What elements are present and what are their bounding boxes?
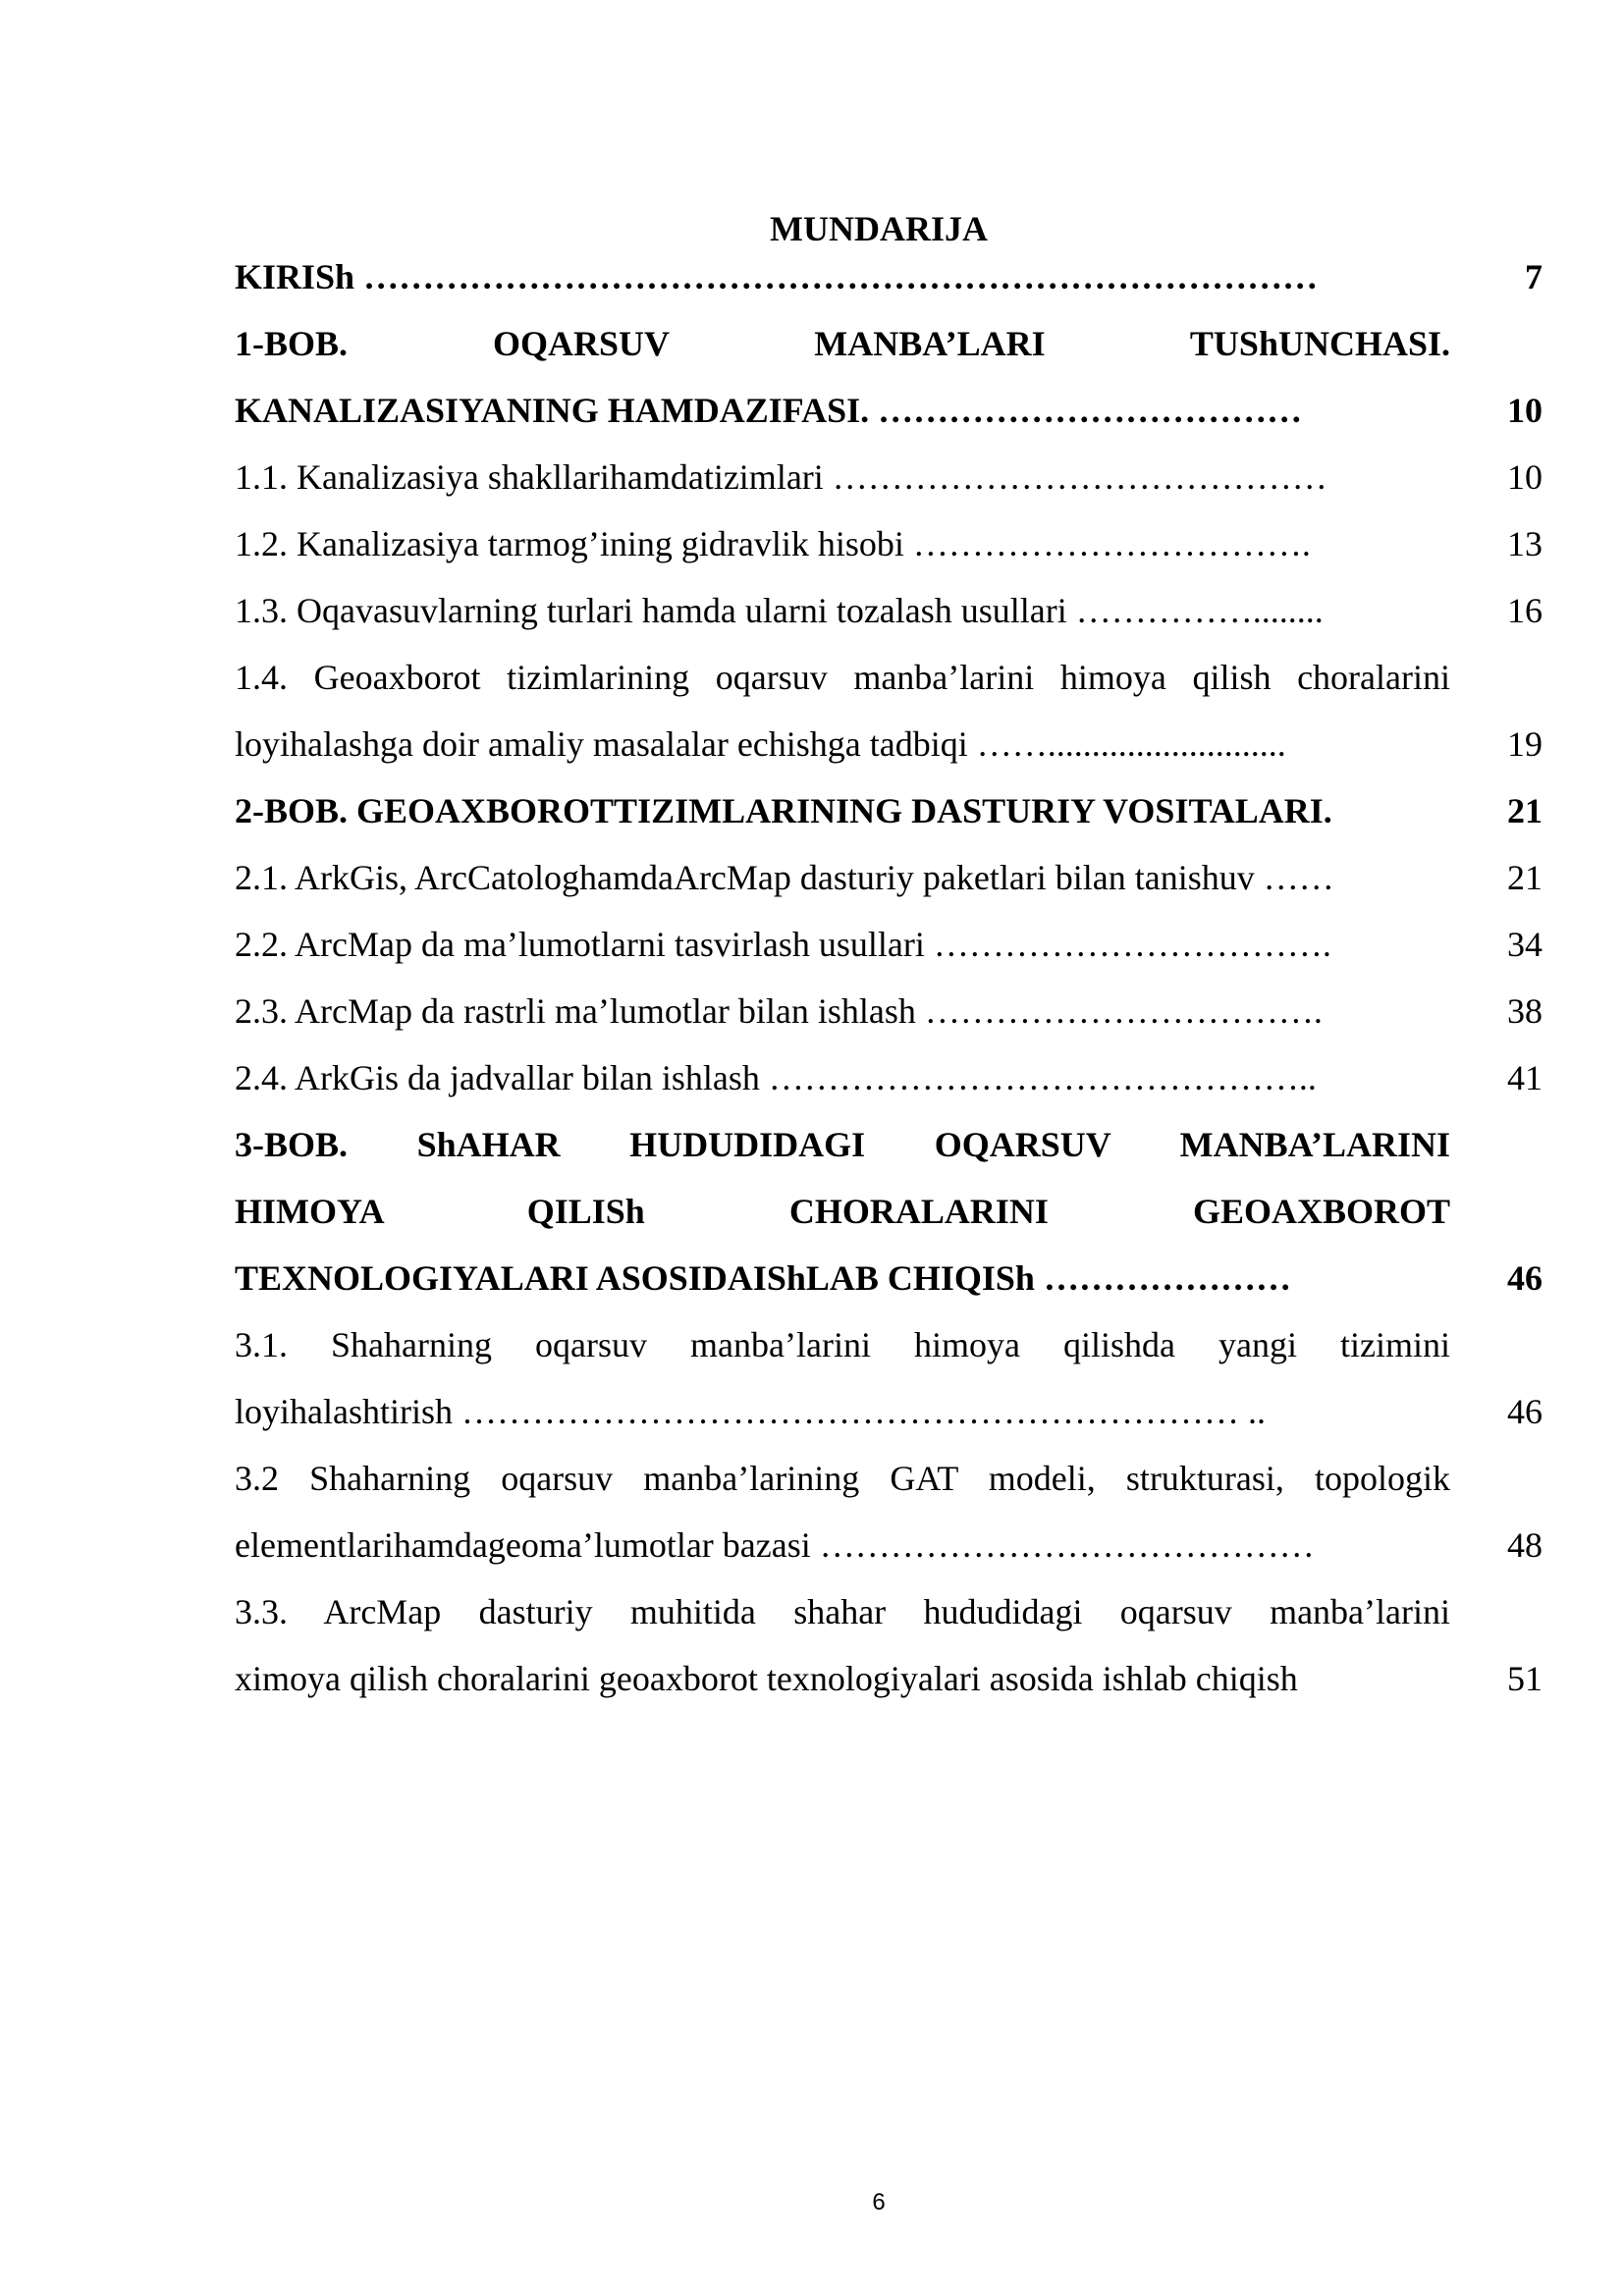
toc-entry-line: 3-BOB. ShAHAR HUDUDIDAGI OQARSUV MANBA’LARINI bbox=[235, 1125, 1450, 1164]
toc-entry-text bbox=[235, 777, 1450, 844]
toc-entry bbox=[235, 844, 1543, 911]
toc-entry-page: 10 bbox=[1507, 391, 1543, 430]
toc-entry-line: 2.1. ArkGis, ArcCatologhamdaArcMap dasturiy paketlari bilan tanishuv …… bbox=[235, 858, 1334, 897]
toc-entry-page: 21 bbox=[1507, 858, 1543, 897]
toc-entry bbox=[235, 1578, 1543, 1712]
toc-entry bbox=[235, 978, 1543, 1044]
toc-entry-line: 2.2. ArcMap da ma’lumotlarni tasvirlash usullari ……………………………. bbox=[235, 925, 1331, 964]
toc-entry bbox=[235, 444, 1543, 510]
toc-entry-text bbox=[235, 310, 1450, 444]
toc-entry bbox=[235, 1044, 1543, 1111]
toc-entry-text bbox=[235, 1578, 1450, 1712]
toc-entry-page: 46 bbox=[1507, 1258, 1543, 1298]
toc-entry-page: 10 bbox=[1507, 457, 1543, 497]
toc-entry-line: 2.4. ArkGis da jadvallar bilan ishlash ……………………………………….. bbox=[235, 1058, 1317, 1097]
toc-entry-page: 19 bbox=[1507, 724, 1543, 764]
toc-entry-line: 1.3. Oqavasuvlarning turlari hamda ularni tozalash usullari ……………........ bbox=[235, 591, 1324, 630]
toc-entry-text bbox=[235, 577, 1450, 644]
toc-entry bbox=[235, 1111, 1543, 1311]
toc-entry-page: 41 bbox=[1507, 1058, 1543, 1097]
toc-entry-line: 2-BOB. GEOAXBOROTTIZIMLARINING DASTURIY VOSITALARI. bbox=[235, 791, 1332, 830]
toc-entry-text bbox=[235, 978, 1450, 1044]
table-of-contents bbox=[235, 243, 1543, 1712]
toc-entry-page: 48 bbox=[1507, 1525, 1543, 1565]
toc-entry-line: 2.3. ArcMap da rastrli ma’lumotlar bilan ishlash ……………………………. bbox=[235, 991, 1323, 1031]
toc-entry-page: 21 bbox=[1507, 791, 1543, 830]
toc-entry-page: 7 bbox=[1525, 257, 1543, 296]
toc-entry-line: elementlarihamdageoma’lumotlar bazasi …………………………………… bbox=[235, 1525, 1315, 1565]
toc-entry-line: KANALIZASIYANING HAMDAZIFASI. ……………………………… bbox=[235, 391, 1303, 430]
toc-entry-text bbox=[235, 911, 1450, 978]
toc-entry-line: loyihalashtirish ………………………………………………………… .. bbox=[235, 1392, 1266, 1431]
toc-entry bbox=[235, 243, 1543, 310]
toc-entry bbox=[235, 310, 1543, 444]
toc-entry-text bbox=[235, 1445, 1450, 1578]
toc-entry bbox=[235, 911, 1543, 978]
toc-entry-page: 16 bbox=[1507, 591, 1543, 630]
toc-entry-text bbox=[235, 444, 1450, 510]
toc-entry-text bbox=[235, 1111, 1450, 1311]
toc-entry-line: 3.3. ArcMap dasturiy muhitida shahar hududidagi oqarsuv manba’larini bbox=[235, 1592, 1450, 1631]
toc-entry bbox=[235, 510, 1543, 577]
toc-entry-line: 1-BOB. OQARSUV MANBA’LARI TUShUNCHASI. bbox=[235, 324, 1450, 363]
toc-entry-line: 1.4. Geoaxborot tizimlarining oqarsuv manba’larini himoya qilish choralarini bbox=[235, 658, 1450, 697]
toc-entry-line: 3.2 Shaharning oqarsuv manba’larining GAT modeli, strukturasi, topologik bbox=[235, 1459, 1450, 1498]
toc-entry-line: HIMOYA QILISh CHORALARINI GEOAXBOROT bbox=[235, 1192, 1450, 1231]
toc-entry-page: 34 bbox=[1507, 925, 1543, 964]
toc-entry bbox=[235, 777, 1543, 844]
toc-entry bbox=[235, 1445, 1543, 1578]
toc-entry-line: ximoya qilish choralarini geoaxborot texnologiyalari asosida ishlab chiqish bbox=[235, 1659, 1298, 1698]
toc-entry-text bbox=[235, 243, 1450, 310]
toc-entry-text bbox=[235, 844, 1450, 911]
toc-entry bbox=[235, 1311, 1543, 1445]
toc-entry-text bbox=[235, 644, 1450, 777]
toc-entry-line: TEXNOLOGIYALARI ASOSIDAIShLAB CHIQISh ………………… bbox=[235, 1258, 1291, 1298]
toc-entry-line: loyihalashga doir amaliy masalalar echishga tadbiqi ……........................... bbox=[235, 724, 1286, 764]
toc-entry-page: 51 bbox=[1507, 1659, 1543, 1698]
toc-entry-line: 1.1. Kanalizasiya shakllarihamdatizimlari …………………………………… bbox=[235, 457, 1327, 497]
toc-entry-line: 1.2. Kanalizasiya tarmog’ining gidravlik hisobi ……………………………. bbox=[235, 524, 1311, 563]
toc-entry-text bbox=[235, 510, 1450, 577]
toc-entry-page: 46 bbox=[1507, 1392, 1543, 1431]
toc-entry-text bbox=[235, 1044, 1450, 1111]
toc-entry-page: 38 bbox=[1507, 991, 1543, 1031]
toc-entry-text bbox=[235, 1311, 1450, 1445]
toc-entry-line: 3.1. Shaharning oqarsuv manba’larini himoya qilishda yangi tizimini bbox=[235, 1325, 1450, 1364]
page-number: 6 bbox=[872, 2189, 886, 2216]
toc-entry-line: KIRISh ……………………………………………………………………… bbox=[235, 257, 1319, 296]
toc-entry bbox=[235, 577, 1543, 644]
toc-entry-page: 13 bbox=[1507, 524, 1543, 563]
toc-entry bbox=[235, 644, 1543, 777]
toc-title: MUNDARIJA bbox=[770, 209, 988, 248]
